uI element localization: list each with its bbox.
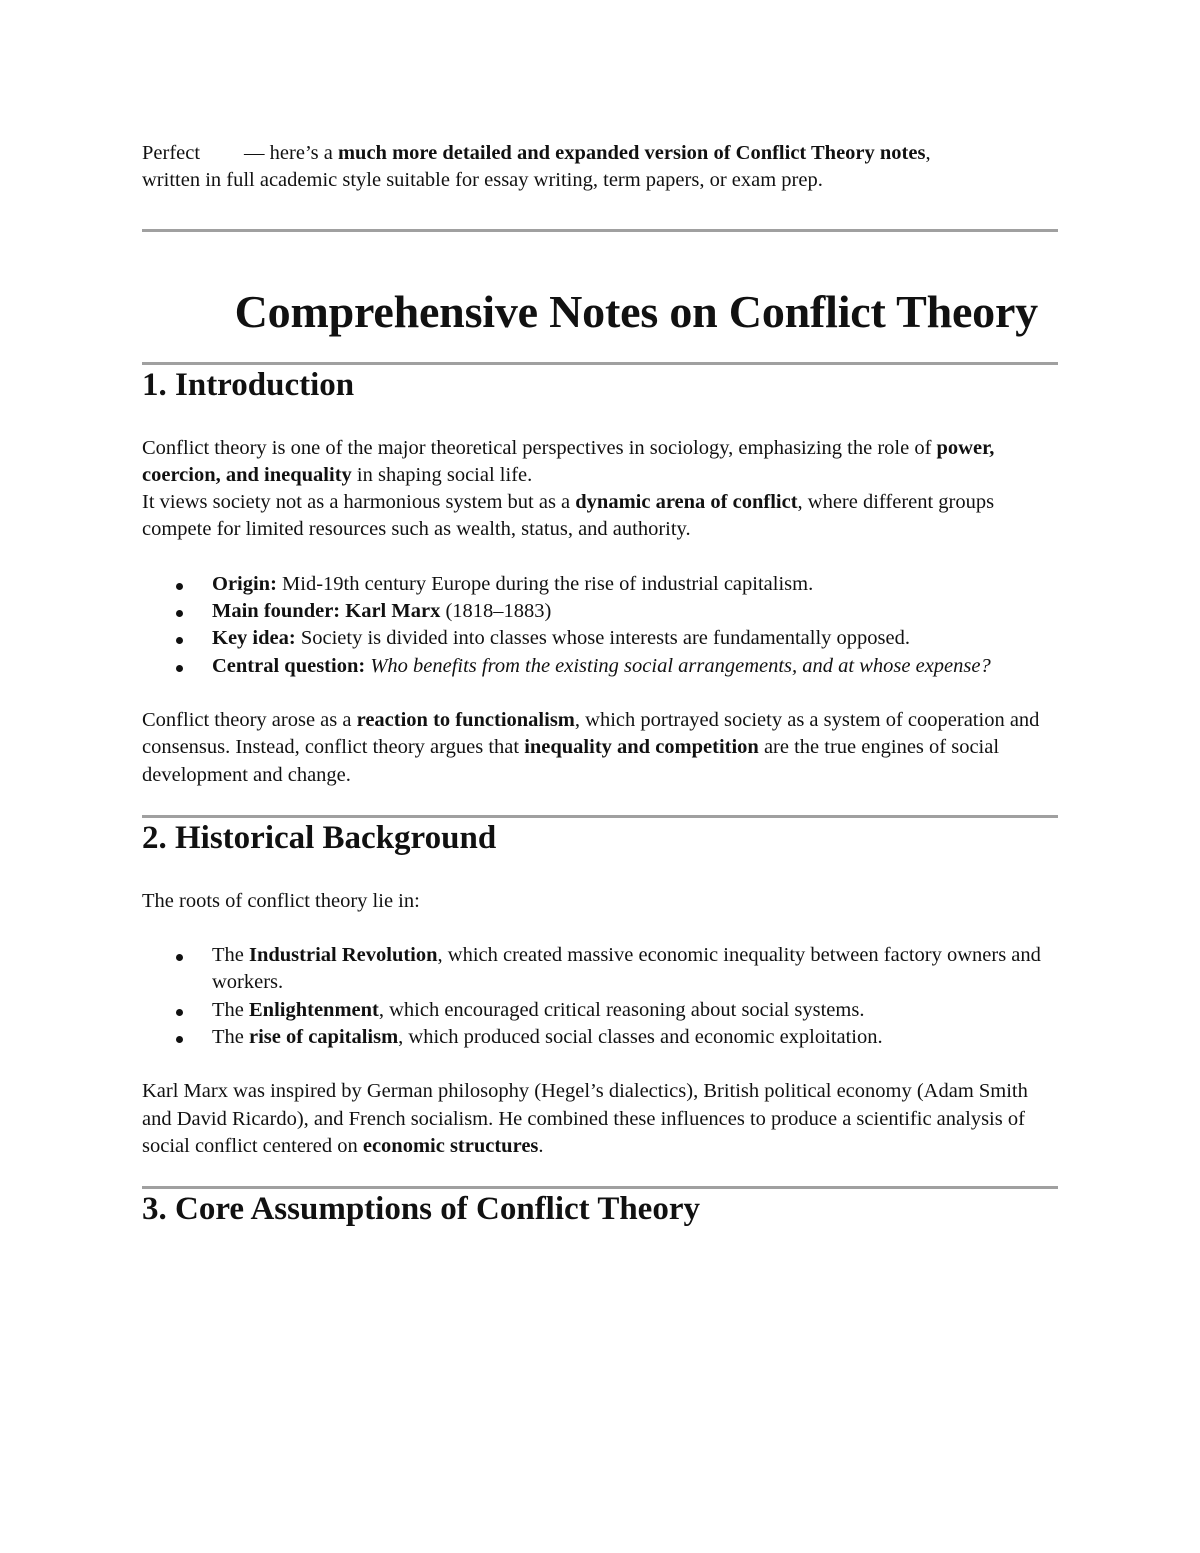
intro-word: Perfect <box>142 142 201 164</box>
intro-paragraph <box>142 140 1058 195</box>
intro-tail: , <box>925 142 931 164</box>
bullet-icon <box>176 954 183 961</box>
document-page <box>142 140 1058 1229</box>
list-item <box>142 1024 1058 1051</box>
text-run: , where different groups compete for limited resources such as wealth, status, and authority. <box>142 491 995 541</box>
text-run: . <box>538 1134 544 1157</box>
bullet-icon <box>176 610 183 617</box>
list-item <box>142 625 1058 652</box>
text-run: are the true engines of social development and change. <box>142 736 1000 786</box>
bold-run: inequality and competition <box>524 736 759 759</box>
bullet-icon <box>176 1009 183 1016</box>
bullet-text: , which produced social classes and economic exploitation. <box>398 1026 883 1049</box>
bullet-text: The <box>212 944 249 967</box>
intro-bold-text: much more detailed and expanded version of Conflict Theory notes <box>337 142 926 164</box>
intro-dash-text: — here’s a <box>244 142 338 164</box>
historical-paragraph <box>142 1078 1058 1160</box>
text-run: Conflict theory is one of the major theoretical perspectives in sociology, emphasizing the role of <box>142 436 937 459</box>
bullet-label: rise of capitalism <box>249 1026 399 1049</box>
list-item <box>142 653 1058 680</box>
section-heading-historical-background: 2. Historical Background <box>142 819 497 856</box>
bullet-text: Society is divided into classes whose interests are fundamentally opposed. <box>295 627 911 650</box>
intro-line-2: written in full academic style suitable for essay writing, term papers, or exam prep. <box>142 169 823 192</box>
bullet-text: Mid-19th century Europe during the rise of industrial capitalism. <box>276 572 814 595</box>
section-heading-introduction: 1. Introduction <box>142 366 355 403</box>
bullet-label: Industrial Revolution <box>249 944 438 967</box>
list-item <box>142 571 1058 598</box>
page-title: Comprehensive Notes on Conflict Theory <box>234 285 1038 337</box>
section-heading-core-assumptions: 3. Core Assumptions of Conflict Theory <box>142 1191 700 1228</box>
bullet-text: , which encouraged critical reasoning about social systems. <box>378 998 865 1021</box>
bold-run: power, coercion, and inequality <box>142 436 995 486</box>
bullet-italic-text: Who benefits from the existing social arrangements, and at whose expense? <box>370 654 991 677</box>
text-run: in shaping social life. <box>351 463 533 486</box>
bullet-icon <box>176 583 183 590</box>
bullet-icon <box>176 1036 183 1043</box>
list-item <box>142 598 1058 625</box>
bullet-label: Main founder: Karl Marx <box>212 600 441 623</box>
list-item <box>142 997 1058 1024</box>
bold-run: dynamic arena of conflict <box>575 491 798 514</box>
text-run: , which portrayed society as a system of cooperation and consensus. Instead, conflict theory argues that <box>142 708 1040 759</box>
bullet-label: Key idea: <box>212 627 296 650</box>
bullet-label: Central question: <box>212 654 366 677</box>
bullet-label: Origin: <box>212 572 277 595</box>
introduction-paragraph-2 <box>142 707 1058 789</box>
text-run: It views society not as a harmonious system but as a <box>142 491 576 514</box>
introduction-paragraph-1 <box>142 435 1058 544</box>
introduction-bullet-list <box>142 571 1058 680</box>
bullet-icon <box>176 665 183 672</box>
text-run: Karl Marx was inspired by German philosophy (Hegel’s dialectics), British political economy (Adam Smith and David Ricardo), and French socialism. He combined these influences to produce a scientific analysis of social conflict centered on <box>142 1080 1028 1157</box>
list-item <box>142 942 1058 997</box>
bold-run: reaction to functionalism <box>356 708 575 731</box>
bullet-label: Enlightenment <box>249 998 379 1021</box>
historical-bullet-list <box>142 942 1058 1051</box>
horizontal-rule <box>142 229 1058 232</box>
bullet-text: The <box>212 998 249 1021</box>
bold-run: economic structures <box>362 1134 539 1157</box>
text-run: Conflict theory arose as a <box>142 708 357 731</box>
bullet-icon <box>176 637 183 644</box>
bullet-text: , which created massive economic inequality between factory owners and workers. <box>212 944 1041 994</box>
bullet-text: (1818–1883) <box>440 600 552 623</box>
historical-lead: The roots of conflict theory lie in: <box>142 889 420 912</box>
bullet-text: The <box>212 1026 249 1049</box>
